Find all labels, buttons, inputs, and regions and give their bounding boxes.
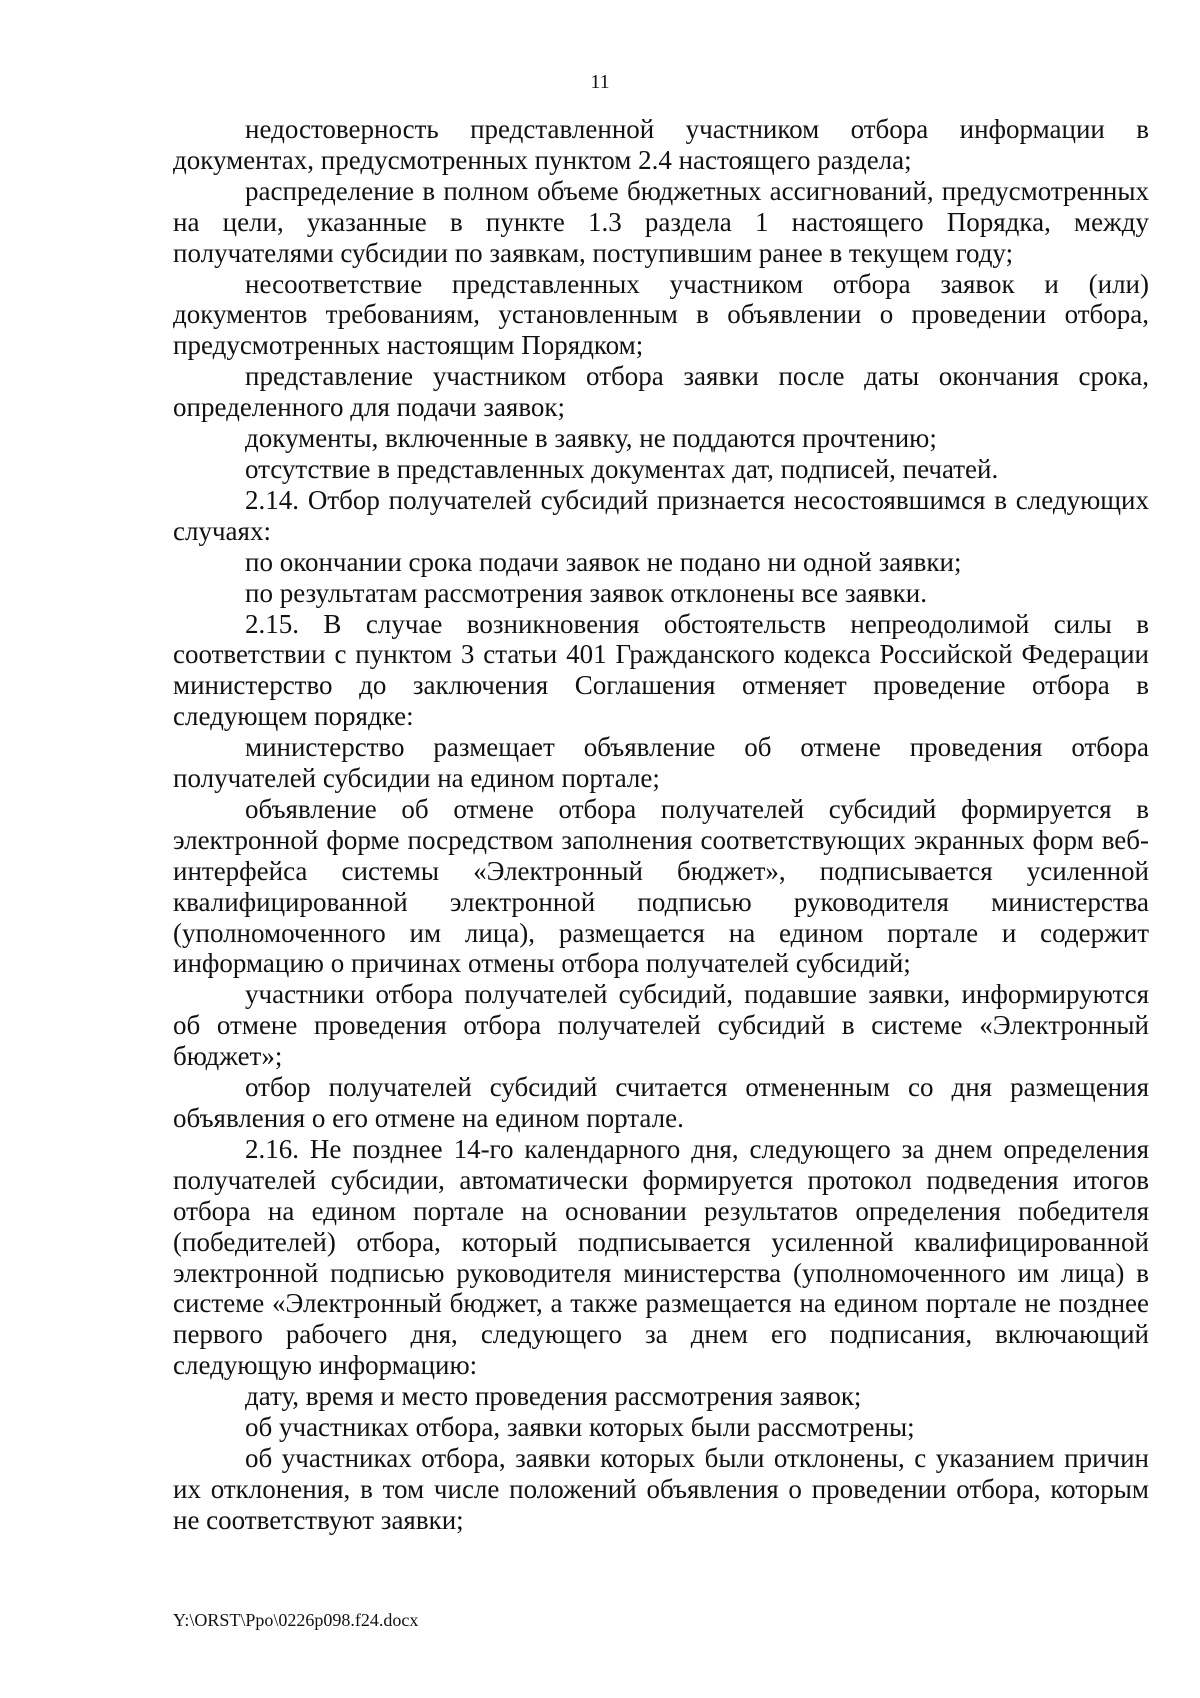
paragraph: 2.16. Не позднее 14-го календарного дня, следующего за днем определения получателей субсидии, автоматически формируется протокол подведения итогов отбора на едином портале на основании результатов определения победителя (победителей) отбора, который подписывается усиленной квалифицированной электронной подписью руководителя министерства (уполномоченного им лица) в системе «Электронный бюджет, а также размещается на едином портале не позднее первого рабочего дня, следующего за днем его подписания, включающий следующую информацию: xyxy=(173,1133,1149,1381)
paragraph: распределение в полном объеме бюджетных ассигнований, предусмотренных на цели, указанные в пункте 1.3 раздела 1 настоящего Порядка, между получателями субсидии по заявкам, поступившим ранее в текущем году; xyxy=(173,175,1149,268)
paragraph: недостоверность представленной участником отбора информации в документах, предусмотренных пунктом 2.4 настоящего раздела; xyxy=(173,114,1149,175)
paragraph: участники отбора получателей субсидий, подавшие заявки, информируются об отмене проведения отбора получателей субсидий в системе «Электронный бюджет»; xyxy=(173,979,1149,1072)
paragraph: 2.15. В случае возникновения обстоятельств непреодолимой силы в соответствии с пунктом 3 статьи 401 Гражданского кодекса Российской Федерации министерство до заключения Соглашения отменяет проведение отбора в следующем порядке: xyxy=(173,608,1149,732)
paragraph: отбор получателей субсидий считается отмененным со дня размещения объявления о его отмене на едином портале. xyxy=(173,1072,1149,1133)
paragraph: документы, включенные в заявку, не поддаются прочтению; xyxy=(245,423,937,454)
paragraph: министерство размещает объявление об отмене проведения отбора получателей субсидии на едином портале; xyxy=(173,732,1149,794)
paragraph: по окончании срока подачи заявок не подано ни одной заявки; xyxy=(245,546,962,577)
document-body xyxy=(173,114,1149,1536)
page-number: 11 xyxy=(590,71,610,93)
paragraph: по результатам рассмотрения заявок отклонены все заявки. xyxy=(245,577,927,608)
paragraph: об участниках отбора, заявки которых были отклонены, с указанием причин их отклонения, в том числе положений объявления о проведении отбора, которым не соответствуют заявки; xyxy=(173,1442,1149,1535)
paragraph: об участниках отбора, заявки которых были рассмотрены; xyxy=(245,1412,915,1443)
file-path-footer: Y:\ORST\Ppo\0226p098.f24.docx xyxy=(173,1610,419,1630)
paragraph: отсутствие в представленных документах дат, подписей, печатей. xyxy=(245,453,999,484)
paragraph: 2.14. Отбор получателей субсидий признается несостоявшимся в следующих случаях: xyxy=(173,484,1149,546)
paragraph: несоответствие представленных участником отбора заявок и (или) документов требованиям, установленным в объявлении о проведении отбора, предусмотренных настоящим Порядком; xyxy=(173,268,1149,361)
paragraph: представление участником отбора заявки после даты окончания срока, определенного для подачи заявок; xyxy=(173,361,1149,423)
paragraph: объявление об отмене отбора получателей субсидий формируется в электронной форме посредством заполнения соответствующих экранных форм веб-интерфейса системы «Электронный бюджет», подписывается усиленной квалифицированной электронной подписью руководителя министерства (уполномоченного им лица), размещается на едином портале и содержит информацию о причинах отмены отбора получателей субсидий; xyxy=(173,793,1149,979)
paragraph: дату, время и место проведения рассмотрения заявок; xyxy=(245,1381,862,1412)
